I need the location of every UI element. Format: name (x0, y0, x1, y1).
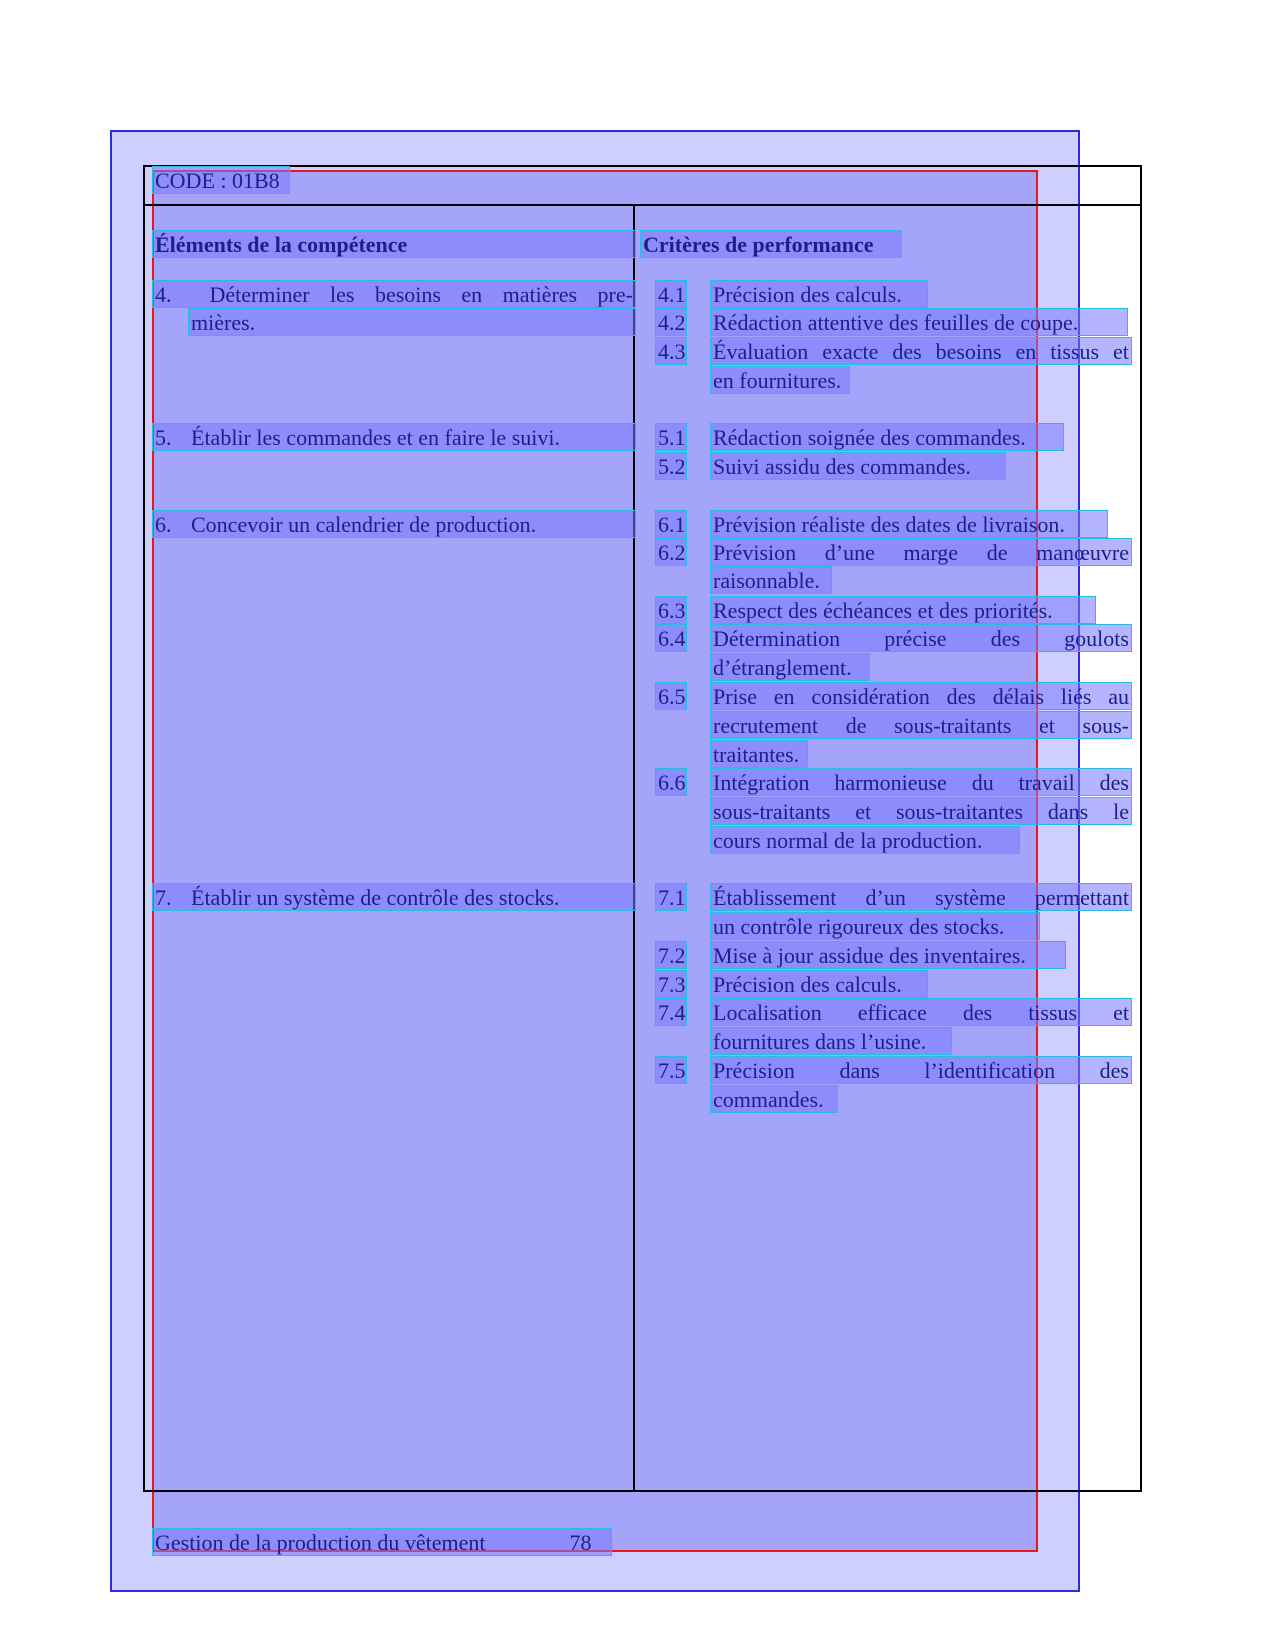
criterion-word: besoins (935, 339, 1002, 364)
page-footer (152, 1528, 612, 1556)
criterion-word: travail (1018, 770, 1075, 795)
criterion-number: 7.1 (655, 883, 687, 911)
criterion-number: 7.4 (655, 998, 687, 1026)
criterion-word: considération (811, 684, 930, 709)
element-4-word: pre- (597, 282, 633, 307)
criterion-number: 7.2 (655, 941, 687, 969)
criterion-number: 6.6 (655, 768, 687, 796)
element-4-word: les (330, 282, 355, 307)
criterion-7-5 (710, 1056, 1132, 1084)
criterion-word: sous-traitants (894, 713, 1012, 738)
criterion-number: 4.2 (655, 308, 687, 336)
element-7-number: 7. (155, 885, 172, 910)
header-elements: Éléments de la compétence (152, 230, 636, 258)
element-7 (152, 883, 636, 911)
criterion-6-5-cont: traitantes. (710, 740, 808, 768)
criterion-5-2: Suivi assidu des commandes. (710, 452, 1006, 480)
element-5-number: 5. (155, 425, 172, 450)
criterion-6-4-cont: d’étranglement. (710, 653, 870, 681)
criterion-word: sous- (1082, 713, 1129, 738)
element-4-line2: mières. (188, 308, 636, 336)
criterion-6-6-line2 (710, 797, 1132, 825)
criterion-word: Prévision (713, 540, 797, 565)
element-6-number: 6. (155, 512, 172, 537)
criterion-4-1: Précision des calculs. (710, 280, 928, 308)
criterion-word: en (773, 684, 795, 709)
table-header-divider (143, 204, 1142, 206)
element-5-text: Établir les commandes et en faire le suivi. (191, 425, 560, 450)
criterion-word: harmonieuse (834, 770, 947, 795)
element-6-text: Concevoir un calendrier de production. (191, 512, 537, 537)
element-4-number: 4. (155, 282, 172, 307)
element-4-line1 (152, 280, 636, 308)
criterion-word: l’identification (924, 1058, 1056, 1083)
criterion-word: Précision (713, 1058, 795, 1083)
criterion-number: 7.5 (655, 1056, 687, 1084)
criterion-word: goulots (1064, 626, 1129, 651)
criterion-number: 6.5 (655, 682, 687, 710)
criterion-word: des (1099, 1058, 1129, 1083)
criterion-number: 4.3 (655, 337, 687, 365)
criterion-7-3: Précision des calculs. (710, 970, 928, 998)
criterion-4-3-cont: en fournitures. (710, 366, 850, 394)
criterion-7-1 (710, 883, 1132, 911)
criterion-word: d’une (824, 540, 875, 565)
criterion-5-1: Rédaction soignée des commandes. (710, 423, 1064, 451)
criterion-6-2 (710, 538, 1132, 566)
criterion-6-5-line2 (710, 711, 1132, 739)
criterion-word: tissus (1028, 1000, 1078, 1025)
criterion-word: sous-traitantes (895, 799, 1024, 824)
criterion-word: dans (839, 1058, 880, 1083)
element-5 (152, 423, 636, 451)
criterion-6-6-cont: cours normal de la production. (710, 826, 1020, 854)
criterion-word: de (845, 713, 867, 738)
criterion-word: des (946, 684, 976, 709)
criterion-word: sous-traitants (713, 799, 831, 824)
criterion-word: recrutement (713, 713, 819, 738)
criterion-word: exacte (822, 339, 879, 364)
criterion-word: précise (884, 626, 947, 651)
criterion-6-6 (710, 768, 1132, 796)
criterion-number: 6.3 (655, 596, 687, 624)
criterion-word: marge (903, 540, 959, 565)
criterion-7-1-cont: un contrôle rigoureux des stocks. (710, 912, 1040, 940)
criterion-number: 5.1 (655, 423, 687, 451)
criterion-word: permettant (1034, 885, 1129, 910)
element-4-word: besoins (374, 282, 441, 307)
element-7-text: Établir un système de contrôle des stocks. (191, 885, 560, 910)
criterion-word: Évaluation (713, 339, 809, 364)
criterion-7-2: Mise à jour assidue des inventaires. (710, 941, 1066, 969)
criterion-number: 5.2 (655, 452, 687, 480)
criterion-word: de (986, 540, 1008, 565)
criterion-word: Prise (713, 684, 757, 709)
criterion-6-3: Respect des échéances et des priorités. (710, 596, 1096, 624)
criterion-6-1: Prévision réaliste des dates de livraison. (710, 510, 1108, 538)
header-criteria: Critères de performance (640, 230, 902, 258)
criterion-word: du (971, 770, 994, 795)
criterion-word: efficace (857, 1000, 927, 1025)
criterion-word: d’un (865, 885, 906, 910)
element-6 (152, 510, 636, 538)
criterion-word: et (1113, 339, 1129, 364)
criterion-number: 4.1 (655, 280, 687, 308)
criterion-word: et (855, 799, 872, 824)
criterion-word: Intégration (713, 770, 810, 795)
footer-page-number: 78 (569, 1530, 592, 1555)
criterion-word: le (1113, 799, 1129, 824)
criterion-word: Localisation (713, 1000, 822, 1025)
element-4-word: matières (502, 282, 578, 307)
criterion-word: en (1015, 339, 1037, 364)
criterion-4-3 (710, 337, 1132, 365)
criterion-word: des (962, 1000, 993, 1025)
criterion-number: 7.3 (655, 970, 687, 998)
criterion-word: au (1108, 684, 1129, 709)
criterion-word: dans (1047, 799, 1089, 824)
criterion-number: 6.4 (655, 624, 687, 652)
criterion-word: et (1113, 1000, 1129, 1025)
element-4-word: Déterminer (209, 282, 310, 307)
criterion-7-5-cont: commandes. (710, 1085, 838, 1113)
table-column-divider (633, 206, 635, 1492)
criterion-6-4 (710, 624, 1132, 652)
criterion-6-2-cont: raisonnable. (710, 566, 832, 594)
criterion-word: Établissement (713, 885, 837, 910)
criterion-word: manœuvre (1036, 540, 1129, 565)
criterion-word: tissus (1050, 339, 1100, 364)
criterion-number: 6.2 (655, 538, 687, 566)
criterion-word: et (1039, 713, 1055, 738)
criterion-word: Détermination (713, 626, 841, 651)
criterion-7-4 (710, 998, 1132, 1026)
criterion-4-2: Rédaction attentive des feuilles de coupe. (710, 308, 1128, 336)
criterion-word: des (892, 339, 922, 364)
criterion-word: liés (1060, 684, 1092, 709)
criterion-number: 6.1 (655, 510, 687, 538)
element-4-word: en (461, 282, 483, 307)
criterion-word: des (990, 626, 1021, 651)
criterion-6-5 (710, 682, 1132, 710)
criterion-word: délais (992, 684, 1045, 709)
criterion-word: des (1099, 770, 1129, 795)
criterion-7-4-cont: fournitures dans l’usine. (710, 1027, 952, 1055)
criterion-word: système (934, 885, 1006, 910)
footer-title: Gestion de la production du vêtement (155, 1530, 486, 1555)
code-label: CODE : 01B8 (152, 166, 290, 194)
